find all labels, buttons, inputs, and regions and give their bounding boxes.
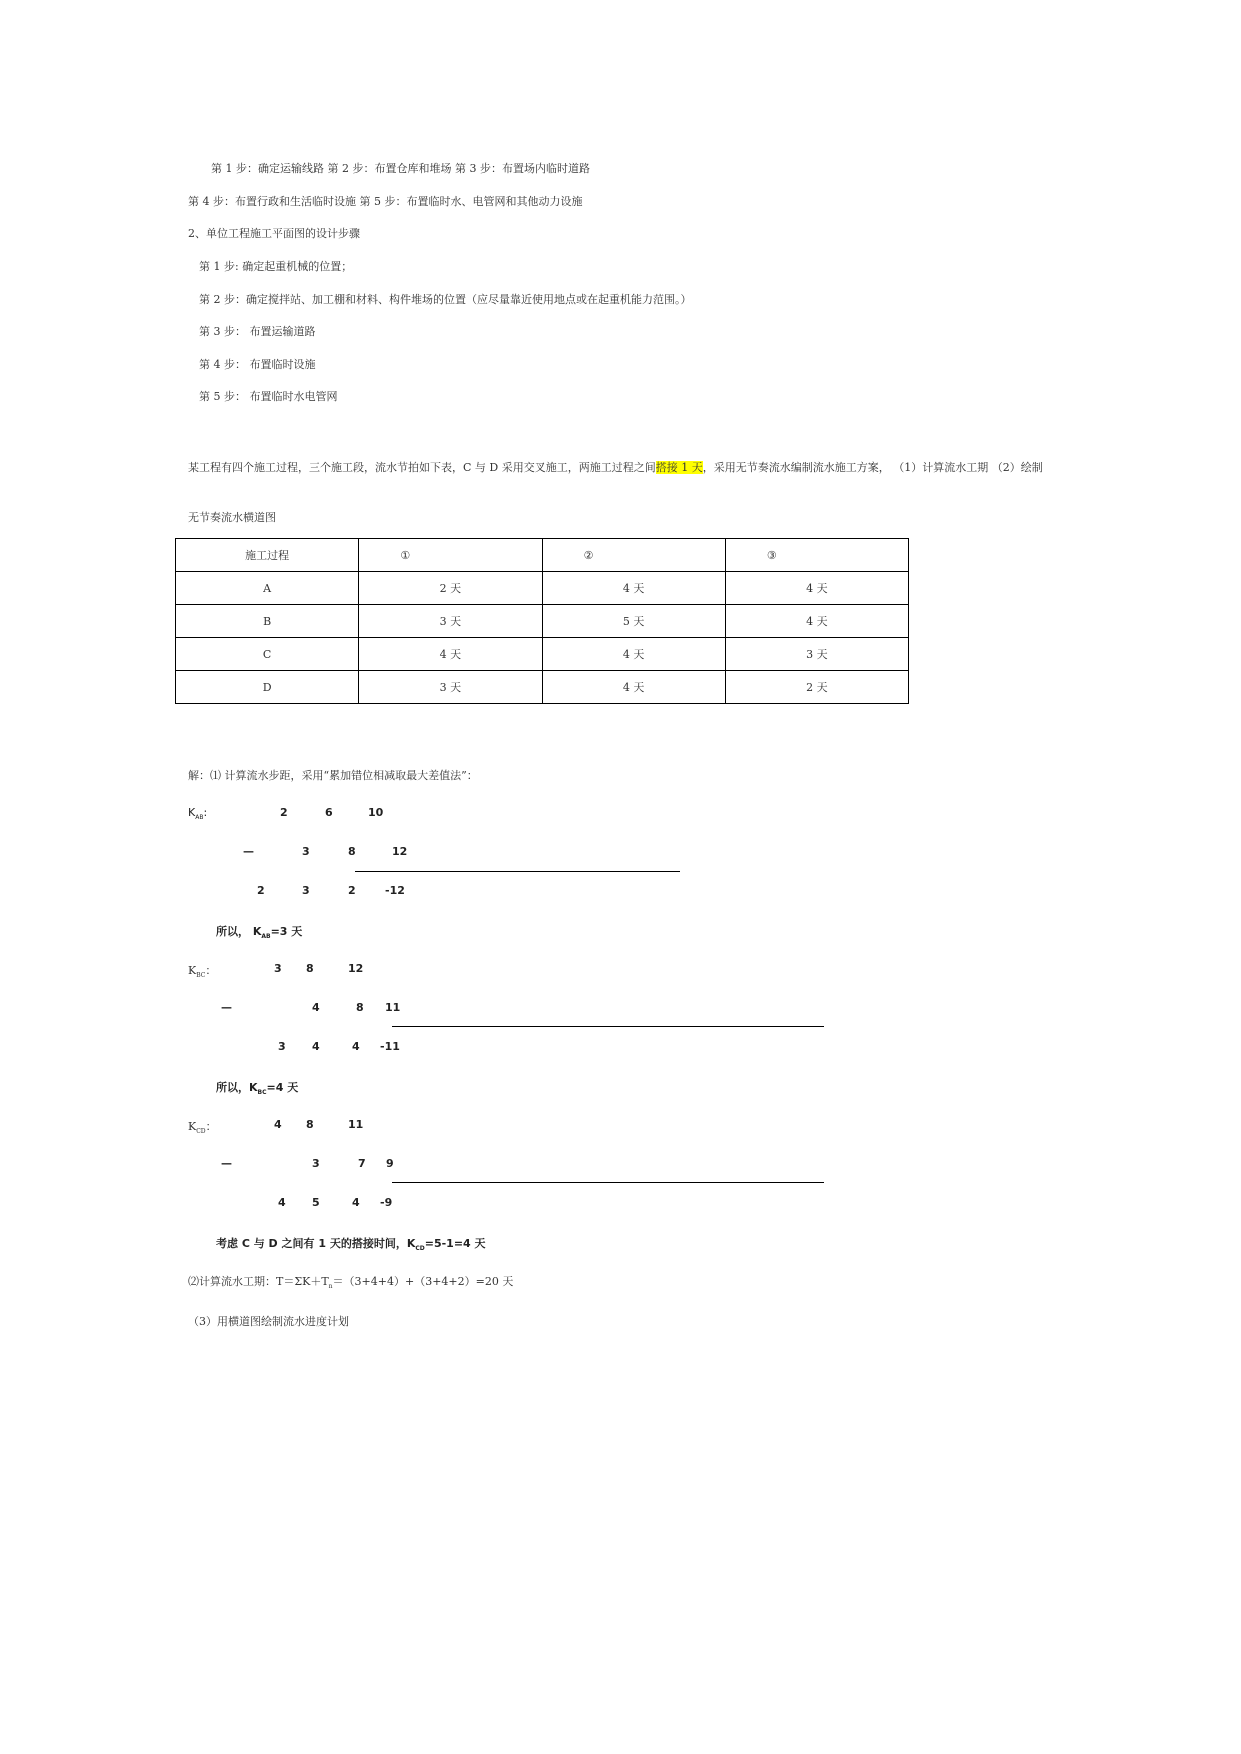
problem-text-highlight: 搭接 1 天 [655, 461, 703, 474]
problem-statement-line-2: 无节奏流水横道图 [188, 511, 276, 524]
flow-period-formula: ⑵计算流水工期：$T=\Sigma K+T_n=(3+4+4)+(3+4+2)=20$ 天 [188, 1275, 514, 1291]
k-bc-subtraction-line [392, 1026, 824, 1027]
table-header-cell [542, 539, 725, 572]
table-row [176, 671, 909, 704]
table-header-row [176, 539, 909, 572]
problem-text-before: 某工程有四个施工过程，三个施工段，流水节拍如下表，C 与 D 采用交叉施工，两施工过程之间 [188, 461, 656, 474]
k-ab-row1-value: 2 [280, 806, 288, 819]
k-ab-row2-value: 8 [348, 845, 356, 858]
table-cell: D [176, 671, 359, 704]
k-cd-label: $K_{CD}$： [188, 1120, 217, 1136]
table-row [176, 605, 909, 638]
table-header-cell [359, 539, 542, 572]
gantt-plan-heading: （3）用横道图绘制流水进度计划 [188, 1315, 349, 1328]
k-cd-row3-value: 5 [312, 1196, 320, 1209]
table-cell: B [176, 605, 359, 638]
k-cd-row3-value: -9 [380, 1196, 393, 1209]
k-bc-row3-value: -11 [380, 1040, 400, 1053]
site-steps-line-1: 第 1 步：确定运输线路 第 2 步：布置仓库和堆场 第 3 步：布置场内临时道路 [211, 162, 590, 175]
k-cd-row1-value: 11 [348, 1118, 364, 1131]
problem-statement [188, 459, 1043, 475]
unit-plan-step-1: 第 1 步: 确定起重机械的位置； [199, 260, 353, 273]
k-ab-label: $K_{AB}$: [188, 806, 208, 822]
k-cd-row3-value: 4 [278, 1196, 286, 1209]
k-cd-row3-value: 4 [352, 1196, 360, 1209]
k-bc-row3-value: 4 [312, 1040, 320, 1053]
unit-plan-step-5: 第 5 步： 布置临时水电管网 [199, 390, 338, 403]
table-cell: 2 天 [725, 671, 908, 704]
table-cell: 4 天 [359, 638, 542, 671]
k-bc-row2-value: 11 [385, 1001, 401, 1014]
k-bc-row1-value: 8 [306, 962, 314, 975]
unit-plan-step-3: 第 3 步： 布置运输道路 [199, 325, 316, 338]
k-bc-label: $K_{BC}$： [188, 964, 217, 980]
k-ab-row2-value: 12 [392, 845, 408, 858]
table-cell: 4 天 [542, 572, 725, 605]
k-cd-minus: — [221, 1157, 232, 1170]
k-cd-row1-value: 8 [306, 1118, 314, 1131]
k-cd-overlap-result: 考虑 C 与 D 之间有 1 天的搭接时间，$K_{CD}=5-1=4$ 天 [216, 1237, 486, 1253]
table-row [176, 572, 909, 605]
table-header-text: ③ [766, 548, 777, 562]
table-header-text: ① [400, 548, 411, 562]
k-cd-row2-value: 9 [386, 1157, 394, 1170]
table-cell: 3 天 [359, 671, 542, 704]
table-cell: 4 天 [542, 638, 725, 671]
table-header-text: ② [583, 548, 594, 562]
k-ab-row2-value: 3 [302, 845, 310, 858]
table-cell: 4 天 [725, 572, 908, 605]
unit-plan-step-2: 第 2 步：确定搅拌站、加工棚和材料、构件堆场的位置（应尽量靠近使用地点或在起重机能力范围。） [199, 293, 692, 306]
site-steps-line-2: 第 4 步：布置行政和生活临时设施 第 5 步：布置临时水、电管网和其他动力设施 [188, 195, 583, 208]
table-cell: 3 天 [359, 605, 542, 638]
k-bc-row1-value: 3 [274, 962, 282, 975]
k-cd-subtraction-line [392, 1182, 824, 1183]
solution-intro: 解：⑴ 计算流水步距，采用“累加错位相减取最大差值法”： [188, 769, 478, 782]
k-cd-row2-value: 3 [312, 1157, 320, 1170]
k-cd-row1-value: 4 [274, 1118, 282, 1131]
table-cell: C [176, 638, 359, 671]
k-bc-row1-value: 12 [348, 962, 364, 975]
k-bc-row3-value: 4 [352, 1040, 360, 1053]
table-cell: 4 天 [542, 671, 725, 704]
k-ab-minus: — [243, 845, 254, 858]
problem-text-after: ，采用无节奏流水编制流水施工方案， （1）计算流水工期 （2）绘制 [702, 461, 1043, 474]
k-bc-minus: — [221, 1001, 232, 1014]
unit-plan-heading: 2、单位工程施工平面图的设计步骤 [188, 227, 360, 240]
k-ab-row3-value: 3 [302, 884, 310, 897]
k-ab-row3-value: 2 [348, 884, 356, 897]
k-ab-row1-value: 6 [325, 806, 333, 819]
k-ab-subtraction-line [355, 871, 680, 872]
table-cell: 2 天 [359, 572, 542, 605]
table-header-cell: 施工过程 [176, 539, 359, 572]
table-cell: 3 天 [725, 638, 908, 671]
k-bc-result: 所以，$K_{BC}=4$ 天 [216, 1081, 299, 1097]
k-ab-row3-value: 2 [257, 884, 265, 897]
k-bc-row3-value: 3 [278, 1040, 286, 1053]
k-bc-row2-value: 8 [356, 1001, 364, 1014]
flow-beat-table [175, 538, 909, 704]
table-row [176, 638, 909, 671]
k-bc-row2-value: 4 [312, 1001, 320, 1014]
k-ab-result: 所以， $K_{AB}=3$ 天 [216, 925, 303, 941]
k-ab-row1-value: 10 [368, 806, 384, 819]
table-cell: 5 天 [542, 605, 725, 638]
table-cell: 4 天 [725, 605, 908, 638]
k-cd-row2-value: 7 [358, 1157, 366, 1170]
unit-plan-step-4: 第 4 步： 布置临时设施 [199, 358, 316, 371]
table-cell: A [176, 572, 359, 605]
table-header-cell [725, 539, 908, 572]
k-ab-row3-value: -12 [385, 884, 405, 897]
